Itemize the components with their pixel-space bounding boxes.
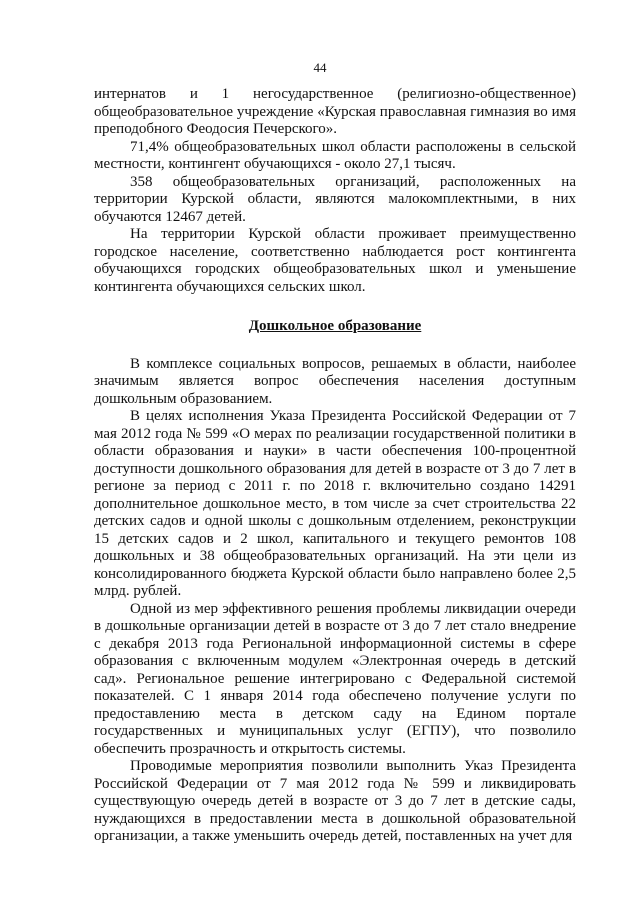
paragraph-urban-population: На территории Курской области проживает преимущественно городское население, соответственно наблюдается рост контингента обучающихся городских общеобразовательных школ и уменьшение контингента обучающихся сельских школ.: [94, 226, 576, 295]
document-body: [94, 86, 576, 846]
paragraph-electronic-queue: Одной из мер эффективного решения проблемы ликвидации очереди в дошкольные организации детей в возрасте от 3 до 7 лет стало внедрение с декабря 2013 года Региональной информационной системы в сфере образования с включенным модулем «Электронная очередь в детский сад». Региональное решение интегрировано с Федеральной системой показателей. С 1 января 2014 года обеспечено получение услуги по предоставлению места в детском саду на Едином портале государственных и муниципальных услуг (ЕГПУ), что позволило обеспечить прозрачность и открытость системы.: [94, 600, 576, 757]
paragraph-presidential-decree: В целях исполнения Указа Президента Российской Федерации от 7 мая 2012 года № 599 «О мерах по реализации государственной политики в области образования и науки» в части обеспечения 100-процентной доступности дошкольного образования для детей в возрасте от 3 до 7 лет в регионе за период с 2011 г. по 2018 г. включительно создано 14291 дополнительное дошкольное место, в том числе за счет строительства 22 детских садов и одной школы с дошкольным отделением, реконструкции 15 детских садов и 2 школ, капитального и текущего ремонтов 108 дошкольных и 38 общеобразовательных организаций. На эти цели из консолидированного бюджета Курской области было направлено более 2,5 млрд. рублей.: [94, 408, 576, 599]
paragraph-social-issues: В комплексе социальных вопросов, решаемых в области, наиболее значимым является вопрос обеспечения населения доступным дошкольным образованием.: [94, 355, 576, 407]
paragraph-small-schools: 358 общеобразовательных организаций, расположенных на территории Курской области, являются малокомплектными, в них обучаются 12467 детей.: [94, 173, 576, 225]
section-heading: Дошкольное образование: [248, 318, 422, 334]
paragraph-rural-schools: 71,4% общеобразовательных школ области расположены в сельской местности, контингент обучающихся - около 27,1 тысяч.: [94, 138, 576, 172]
paragraph-measures-results: Проводимые мероприятия позволили выполнить Указ Президента Российской Федерации от 7 мая 2012 года № 599 и ликвидировать существующую очередь детей в возрасте от 3 до 7 лет в детские сады, нуждающихся в предоставлении места в дошкольной образовательной организации, а также уменьшить очередь детей, поставленных на учет для: [94, 758, 576, 844]
paragraph-religious-gymnasium: интернатов и 1 негосударственное (религиозно-общественное) общеобразовательное учреждение «Курская православная гимназия во имя преподобного Феодосия Печерского».: [94, 86, 576, 137]
page-number: 44: [313, 60, 327, 75]
